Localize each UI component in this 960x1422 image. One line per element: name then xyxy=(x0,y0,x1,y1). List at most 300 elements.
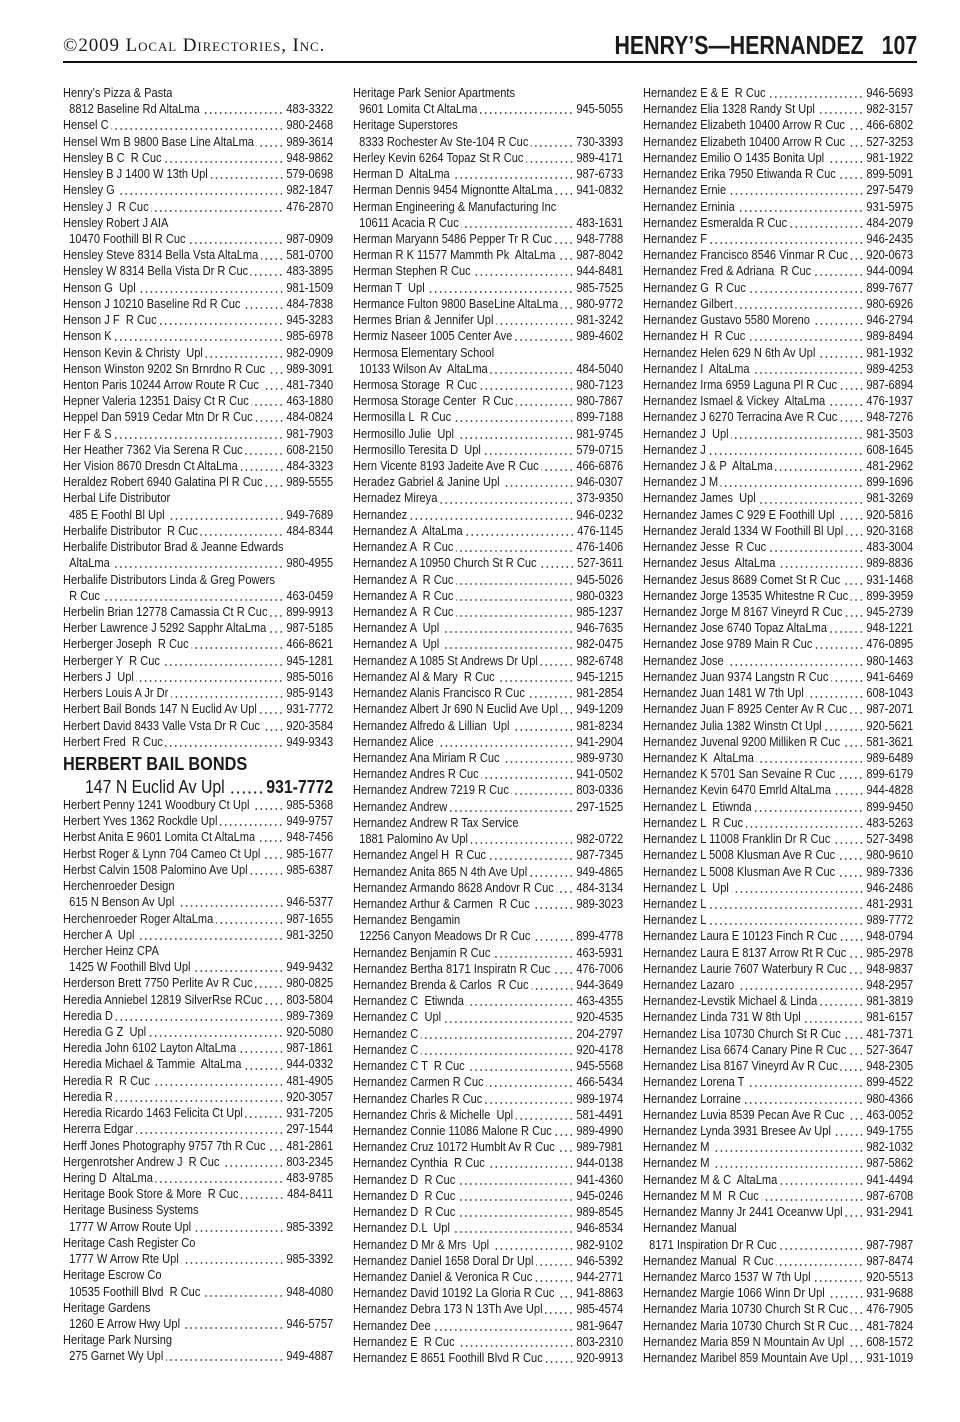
listing-name: Hermosillo Teresita D Upl xyxy=(353,442,481,457)
dot-leader xyxy=(512,718,574,734)
directory-listing xyxy=(643,1074,913,1090)
listing-phone: 945-5055 xyxy=(576,102,624,117)
listing-name: Hernandez Ernie xyxy=(643,183,727,198)
dot-leader xyxy=(712,1155,863,1171)
dot-leader xyxy=(450,799,574,815)
listing-name: Herderson Brett 7750 Perlite Av R Cuc xyxy=(63,976,253,991)
listing-phone: 981-1932 xyxy=(866,345,914,360)
listing-name: Hernandez M M R Cuc xyxy=(643,1188,759,1203)
listing-phone: 987-6894 xyxy=(866,377,914,392)
directory-listing xyxy=(353,442,623,458)
dot-leader xyxy=(177,894,284,910)
listing-name: Hernandez G R Cuc xyxy=(643,280,746,295)
dot-leader xyxy=(746,815,864,831)
directory-listing xyxy=(353,280,623,296)
listing-phone: 989-3091 xyxy=(286,361,334,376)
directory-listing xyxy=(643,847,913,863)
directory-listing xyxy=(643,669,913,685)
listing-name: Hernandez Juan F 8925 Center Av R Cuc xyxy=(643,702,848,717)
dot-leader xyxy=(841,1058,864,1074)
directory-listing xyxy=(353,296,623,312)
directory-listing xyxy=(63,1186,333,1202)
dot-leader xyxy=(556,880,573,896)
listing-phone: 981-2854 xyxy=(576,686,624,701)
listing-phone: 899-4522 xyxy=(866,1075,914,1090)
directory-listing xyxy=(643,231,913,247)
dot-leader xyxy=(453,1220,574,1236)
directory-listing xyxy=(353,1334,623,1350)
listing-continuation xyxy=(643,1237,913,1253)
listing-phone: 581-3621 xyxy=(866,734,914,749)
listing-name: Herbst Roger & Lynn 704 Cameo Ct Upl xyxy=(63,846,261,861)
listing-phone: 944-0094 xyxy=(866,264,914,279)
dot-leader xyxy=(262,377,284,393)
directory-listing xyxy=(353,1042,623,1058)
listing-phone: 987-1655 xyxy=(286,911,334,926)
directory-listing xyxy=(63,280,333,296)
listing-address: 1425 W Foothill Blvd Upl xyxy=(69,960,191,975)
directory-listing xyxy=(353,766,623,782)
listing-phone: 481-7340 xyxy=(286,377,334,392)
listing-phone: 941-0502 xyxy=(576,767,624,782)
dot-leader xyxy=(481,766,573,782)
listing-phone: 985-6978 xyxy=(286,329,334,344)
listing-name: Hernandez H R Cuc xyxy=(643,329,746,344)
dot-leader xyxy=(775,458,863,474)
listing-name: Hernandez E & E R Cuc xyxy=(643,86,766,100)
dot-leader xyxy=(486,1074,573,1090)
directory-listing xyxy=(63,862,333,878)
listing-name: Herbers Louis A Jr Dr xyxy=(63,686,169,701)
listing-address: 1260 E Arrow Hwy Upl xyxy=(69,1316,181,1331)
listing-phone: 989-7772 xyxy=(866,913,914,928)
listing-name: Hernandez Armando 8628 Andovr R Cuc xyxy=(353,880,554,895)
listing-name: Hernandez Erninia xyxy=(643,199,735,214)
dot-leader xyxy=(553,961,574,977)
listing-name: Hernandez J 6270 Terracina Ave R Cuc xyxy=(643,410,838,425)
listing-phone: 946-7635 xyxy=(576,621,624,636)
listing-name: Hernandez E 8651 Foothill Blvd R Cuc xyxy=(353,1351,543,1366)
directory-listing xyxy=(63,134,333,150)
directory-listing xyxy=(643,345,913,361)
directory-listing xyxy=(353,636,623,652)
listing-phone: 944-0138 xyxy=(576,1156,624,1171)
listing-name: Hensley Steve 8314 Bella Vsta AltaLma xyxy=(63,248,259,263)
dot-leader xyxy=(814,263,864,279)
directory-listing xyxy=(643,280,913,296)
directory-listing xyxy=(643,312,913,328)
listing-phone: 985-1677 xyxy=(286,846,334,861)
listing-name: Hernandez Laura E 8137 Arrow Rt R Cuc xyxy=(643,945,847,960)
dot-leader xyxy=(768,85,863,101)
listing-phone: 527-3498 xyxy=(866,832,914,847)
listing-name: Hepner Valeria 12351 Daisy Ct R Cuc xyxy=(63,394,249,409)
dot-leader xyxy=(268,1138,284,1154)
dot-leader xyxy=(457,1334,573,1350)
dot-leader xyxy=(815,636,864,652)
dot-leader xyxy=(516,1107,574,1123)
directory-listing xyxy=(63,718,333,734)
listing-phone: 484-0824 xyxy=(286,410,334,425)
listing-name: Hernandez Helen 629 N 6th Av Upl xyxy=(643,345,816,360)
listing-name: Herbert Bail Bonds 147 N Euclid Av Upl xyxy=(63,702,257,717)
dot-leader xyxy=(516,393,574,409)
dot-leader xyxy=(752,361,863,377)
directory-listing xyxy=(63,1154,333,1170)
dot-leader xyxy=(709,896,864,912)
dot-leader xyxy=(257,134,284,150)
listing-name: Hernadez Mireya xyxy=(353,491,438,506)
listing-name: Hernandez Emilio O 1435 Bonita Upl xyxy=(643,150,825,165)
directory-listing xyxy=(353,750,623,766)
listing-name: Hernandez Elizabeth 10400 Arrow R Cuc xyxy=(643,118,846,133)
listing-name: Hernandez Debra 173 N 13Th Ave Upl xyxy=(353,1302,543,1317)
dot-leader xyxy=(554,1123,573,1139)
listing-phone: 987-6708 xyxy=(866,1188,914,1203)
running-head xyxy=(614,30,917,60)
listing-name: Henson G Upl xyxy=(63,280,136,295)
listing-name: Hernandez Manual R Cuc xyxy=(643,1253,774,1268)
dot-leader xyxy=(838,864,864,880)
listing-name: Hernandez C T R Cuc xyxy=(353,1059,465,1074)
listing-phone: 484-3323 xyxy=(286,459,334,474)
listing-name: Herff Jones Photography 9757 7th R Cuc xyxy=(63,1138,266,1153)
listing-continuation xyxy=(63,1219,333,1235)
listing-name: Herbalife Distributors Linda & Greg Powers xyxy=(63,572,275,587)
dot-leader xyxy=(851,1318,864,1334)
dot-leader xyxy=(851,1350,864,1366)
dot-leader xyxy=(458,1188,574,1204)
dot-leader xyxy=(840,377,864,393)
directory-listing xyxy=(353,880,623,896)
directory-listing xyxy=(63,474,333,490)
listing-name: Hernandez Andres R Cuc xyxy=(353,767,479,782)
listing-phone: 982-3157 xyxy=(866,102,914,117)
listing-name: Hermes Brian & Jennifer Upl xyxy=(353,313,494,328)
directory-listing xyxy=(643,150,913,166)
listing-name: Hernandez Daniel & Veronica R Cuc xyxy=(353,1269,533,1284)
listing-phone: 980-9772 xyxy=(576,296,624,311)
listing-name: Hernandez J Upl xyxy=(643,426,729,441)
listing-phone: 920-0673 xyxy=(866,248,914,263)
header-rule xyxy=(63,61,917,63)
listing-phone: 987-8042 xyxy=(576,248,624,263)
listing-name: Heritage Business Systems xyxy=(63,1203,199,1218)
listing-phone: 980-7123 xyxy=(576,377,624,392)
dot-leader xyxy=(838,166,863,182)
directory-listing xyxy=(643,1350,913,1366)
dot-leader xyxy=(188,231,283,247)
dot-leader xyxy=(843,572,864,588)
listing-continuation xyxy=(63,101,333,117)
dot-leader xyxy=(117,182,283,198)
listing-name: Hensel C xyxy=(63,118,109,133)
listing-name: Heredia D xyxy=(63,1008,113,1023)
directory-listing xyxy=(353,1009,623,1025)
listing-name: Hernandez C Etiwnda xyxy=(353,994,464,1009)
directory-listing xyxy=(643,523,913,539)
directory-listing xyxy=(643,1318,913,1334)
dot-leader xyxy=(149,1024,284,1040)
directory-listing xyxy=(63,669,333,685)
directory-listing xyxy=(353,393,623,409)
listing-name: Hernandez xyxy=(353,507,408,522)
dot-leader xyxy=(183,1316,284,1332)
listing-name: Hernandez Manual xyxy=(643,1221,737,1236)
directory-listing xyxy=(643,750,913,766)
listing-phone: 608-1572 xyxy=(866,1334,914,1349)
dot-leader xyxy=(512,782,574,798)
directory-listing xyxy=(353,182,623,198)
listing-name: Hernandez A R Cuc xyxy=(353,588,454,603)
dot-leader xyxy=(824,718,863,734)
listing-phone: 941-8863 xyxy=(576,1286,624,1301)
listing-phone: 946-5377 xyxy=(286,895,334,910)
listing-phone: 946-2435 xyxy=(866,231,914,246)
listing-name: Heritage Park Senior Apartments xyxy=(353,86,516,100)
listing-name: Heritage Park Nursing xyxy=(63,1333,173,1348)
listing-phone: 899-4778 xyxy=(576,929,624,944)
listing-name: Hernandez Laurie 7607 Waterbury R Cuc xyxy=(643,961,847,976)
directory-listing xyxy=(353,1188,623,1204)
listing-phone: 981-1922 xyxy=(866,150,914,165)
directory-listing xyxy=(353,474,623,490)
listing-name: Heritage Book Store & More R Cuc xyxy=(63,1187,239,1202)
dot-leader xyxy=(268,361,284,377)
directory-listing xyxy=(63,927,333,943)
listing-phone: 945-0246 xyxy=(576,1188,624,1203)
directory-listing xyxy=(353,1026,623,1042)
dot-leader xyxy=(136,1121,284,1137)
listing-phone: 985-3392 xyxy=(286,1219,334,1234)
directory-listing xyxy=(63,911,333,927)
listing-phone: 980-0323 xyxy=(576,588,624,603)
dot-leader xyxy=(265,992,283,1008)
dot-leader xyxy=(244,1056,284,1072)
listing-name: Hernandez Alfredo & Lillian Upl xyxy=(353,718,510,733)
listing-name: Henson J F R Cuc xyxy=(63,313,157,328)
listing-phone: 948-9862 xyxy=(286,150,334,165)
dot-leader xyxy=(171,685,284,701)
dot-leader xyxy=(467,1058,573,1074)
directory-listing xyxy=(353,734,623,750)
dot-leader xyxy=(465,523,574,539)
directory-listing xyxy=(353,409,623,425)
listing-name: Hermiz Naseer 1005 Center Ave xyxy=(353,329,513,344)
listing-phone: 980-2468 xyxy=(286,118,334,133)
directory-listing xyxy=(63,1138,333,1154)
listing-phone: 931-7205 xyxy=(286,1106,334,1121)
listing-phone: 989-6489 xyxy=(866,750,914,765)
listing-heading xyxy=(63,1202,333,1218)
listing-heading xyxy=(63,943,333,959)
directory-listing xyxy=(643,409,913,425)
directory-listing xyxy=(353,1058,623,1074)
dot-leader xyxy=(780,1172,864,1188)
listing-continuation xyxy=(353,831,623,847)
directory-listing xyxy=(643,134,913,150)
listing-phone: 982-9102 xyxy=(576,1237,624,1252)
listing-name: Hernandez D.L Upl xyxy=(353,1221,450,1236)
listing-address: R Cuc xyxy=(69,588,100,603)
listing-name: Hernandez Lorena T xyxy=(643,1075,745,1090)
dot-leader xyxy=(533,928,574,944)
directory-listing xyxy=(353,1285,623,1301)
listing-name: Hernandez D R Cuc xyxy=(353,1188,456,1203)
ad-title xyxy=(63,750,333,777)
directory-listing xyxy=(63,604,333,620)
directory-listing xyxy=(643,620,913,636)
dot-leader xyxy=(557,1285,574,1301)
dot-leader xyxy=(156,1170,284,1186)
dot-leader xyxy=(545,1350,573,1366)
listing-name: Hernandez Carmen R Cuc xyxy=(353,1075,484,1090)
listing-address: 1881 Palomino Av Upl xyxy=(359,832,469,847)
directory-listing xyxy=(643,766,913,782)
listing-column-1 xyxy=(63,85,333,1365)
listing-phone: 481-2861 xyxy=(286,1138,334,1153)
directory-listing xyxy=(63,1024,333,1040)
listing-phone: 945-1281 xyxy=(286,653,334,668)
listing-phone: 981-9745 xyxy=(576,426,624,441)
listing-name: Hernandez Irma 6959 Laguna Pl R Cuc xyxy=(643,377,838,392)
dot-leader xyxy=(114,426,283,442)
dot-leader xyxy=(721,474,864,490)
listing-name: Hernandez L 11008 Franklin Dr R Cuc xyxy=(643,832,831,847)
listing-name: Herbal Life Distributor xyxy=(63,491,171,506)
dot-leader xyxy=(840,409,864,425)
listing-phone: 373-9350 xyxy=(576,491,624,506)
dot-leader xyxy=(255,409,283,425)
listing-phone: 949-7689 xyxy=(286,507,334,522)
listing-name: Hernandez Lynda 3931 Bresee Av Upl xyxy=(643,1124,831,1138)
dot-leader xyxy=(165,734,283,750)
listing-phone: 527-3647 xyxy=(866,1042,914,1057)
dot-leader xyxy=(502,474,573,490)
listing-name: Hering D AltaLma xyxy=(63,1171,153,1185)
listing-continuation xyxy=(63,588,333,604)
dot-leader xyxy=(167,507,283,523)
listing-phone: 920-3057 xyxy=(286,1089,334,1104)
dot-leader xyxy=(456,572,574,588)
listing-name: Hernandez Luvia 8539 Pecan Ave R Cuc xyxy=(643,1107,845,1122)
directory-listing xyxy=(353,572,623,588)
dot-leader xyxy=(813,1269,863,1285)
listing-phone: 463-1880 xyxy=(286,394,334,409)
listing-name: Her Vision 8670 Dresdn Ct AltaLma xyxy=(63,459,238,474)
listing-name: Hernandez J xyxy=(643,442,706,457)
directory-listing xyxy=(353,864,623,880)
directory-listing xyxy=(643,1026,913,1042)
directory-listing xyxy=(63,653,333,669)
listing-phone: 987-5185 xyxy=(286,621,334,636)
listing-name: Hernandez Angel H R Cuc xyxy=(353,848,487,863)
dot-leader xyxy=(210,166,283,182)
dot-leader xyxy=(827,150,864,166)
directory-listing xyxy=(353,620,623,636)
dot-leader xyxy=(843,1026,863,1042)
directory-listing xyxy=(643,442,913,458)
dot-leader xyxy=(444,1009,574,1025)
directory-listing xyxy=(643,1123,913,1139)
listing-phone: 920-4535 xyxy=(576,1010,624,1025)
listing-name: Hernandez M xyxy=(643,1156,710,1171)
listing-name: Hernandez C xyxy=(353,1042,419,1057)
listing-continuation xyxy=(63,555,333,571)
dot-leader xyxy=(137,927,284,943)
listing-name: Hernandez Cruz 10172 Humblt Av R Cuc xyxy=(353,1140,555,1155)
listing-phone: 981-3242 xyxy=(576,313,624,328)
listing-phone: 941-0832 xyxy=(576,183,624,198)
dot-leader xyxy=(526,150,574,166)
listing-continuation xyxy=(63,1284,333,1300)
listing-phone: 949-9432 xyxy=(286,960,334,975)
directory-listing xyxy=(353,150,623,166)
dot-leader xyxy=(164,150,283,166)
listing-phone: 989-3023 xyxy=(576,896,624,911)
listing-name: Hernandez Maribel 859 Mountain Ave Upl xyxy=(643,1351,848,1366)
directory-listing xyxy=(353,1318,623,1334)
listing-name: Hererra Edgar xyxy=(63,1122,134,1137)
listing-phone: 944-8481 xyxy=(576,264,624,279)
dot-leader xyxy=(112,555,283,571)
dot-leader xyxy=(850,701,864,717)
listing-phone: 987-7987 xyxy=(866,1237,914,1252)
listing-phone: 980-1463 xyxy=(866,653,914,668)
dot-leader xyxy=(747,1074,864,1090)
listing-address: 10470 Foothill Bl R Cuc xyxy=(69,231,186,246)
dot-leader xyxy=(561,701,574,717)
listing-phone: 803-5804 xyxy=(286,992,334,1007)
dot-leader xyxy=(227,777,263,797)
dot-leader xyxy=(263,846,284,862)
listing-phone: 579-0715 xyxy=(576,442,624,457)
directory-listing xyxy=(63,813,333,829)
listing-name: Hernandez Albert Jr 690 N Euclid Ave Upl xyxy=(353,702,558,717)
dot-leader xyxy=(151,199,283,215)
directory-listing xyxy=(643,182,913,198)
listing-phone: 483-3004 xyxy=(866,540,914,555)
directory-listing xyxy=(353,896,623,912)
listing-address: 9601 Lomita Ct AltaLma xyxy=(359,102,478,117)
listing-phone: 899-1696 xyxy=(866,475,914,490)
directory-listing xyxy=(643,1155,913,1171)
listing-phone: 476-2870 xyxy=(286,199,334,214)
listing-heading xyxy=(643,1220,913,1236)
directory-listing xyxy=(643,1188,913,1204)
listing-name: Hernandez M & C AltaLma xyxy=(643,1172,778,1187)
listing-name: Hernandez L xyxy=(643,896,707,911)
listing-name: Her F & S xyxy=(63,426,112,441)
dot-leader xyxy=(191,636,283,652)
listing-phone: 989-8494 xyxy=(866,329,914,344)
directory-listing xyxy=(643,199,913,215)
listing-heading xyxy=(63,572,333,588)
listing-name: Hernandez Jose 6740 Topaz AltaLma xyxy=(643,621,828,636)
dot-leader xyxy=(528,685,574,701)
dot-leader xyxy=(246,1105,284,1121)
listing-continuation xyxy=(63,231,333,247)
dot-leader xyxy=(241,1186,284,1202)
listing-name: Hernandez Linda 731 W 8th Upl xyxy=(643,1010,801,1025)
directory-listing xyxy=(643,328,913,344)
dot-leader xyxy=(851,247,864,263)
directory-listing xyxy=(353,961,623,977)
listing-name: Herman Engineering & Manufacturing Inc xyxy=(353,199,557,214)
listing-heading xyxy=(63,878,333,894)
directory-listing xyxy=(353,993,623,1009)
listing-phone: 945-2739 xyxy=(866,605,914,619)
